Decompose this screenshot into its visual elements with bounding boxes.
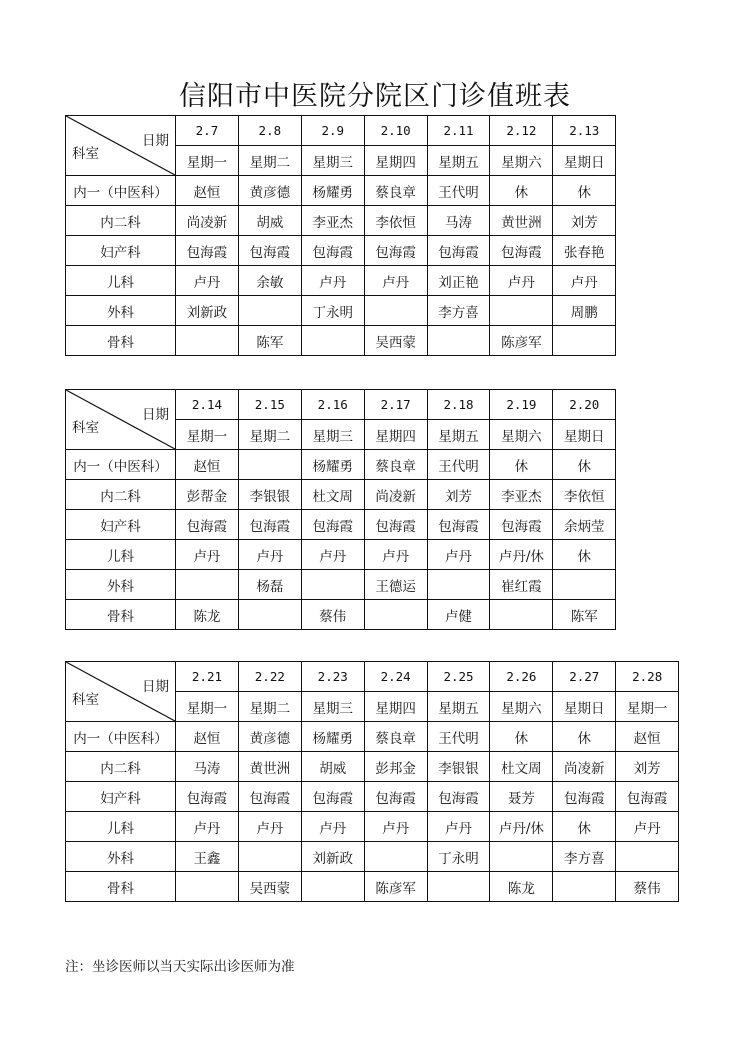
table-row: [66, 722, 679, 752]
doctor-cell: 王代明: [427, 176, 490, 206]
doctor-cell: 休: [553, 722, 616, 752]
doctor-cell: 刘新政: [301, 842, 364, 872]
table-row: [66, 236, 616, 266]
corner-header: [66, 662, 176, 722]
department-cell: 内一（中医科）: [66, 450, 176, 480]
date-cell: 2.18: [427, 390, 490, 420]
doctor-cell: 陈龙: [490, 872, 553, 902]
doctor-cell: 陈军: [553, 600, 616, 630]
doctor-cell: 卢丹: [238, 812, 301, 842]
department-cell: 骨科: [66, 872, 176, 902]
doctor-cell: 卢健: [427, 600, 490, 630]
doctor-cell: 丁永明: [301, 296, 364, 326]
doctor-cell: 杨耀勇: [301, 722, 364, 752]
doctor-cell: 杜文周: [301, 480, 364, 510]
doctor-cell: [301, 872, 364, 902]
doctor-cell: 余敏: [238, 266, 301, 296]
doctor-cell: 彭邦金: [364, 752, 427, 782]
doctor-cell: 聂芳: [490, 782, 553, 812]
doctor-cell: 休: [553, 540, 616, 570]
table-row: [66, 812, 679, 842]
department-cell: 内二科: [66, 752, 176, 782]
doctor-cell: 蔡伟: [301, 600, 364, 630]
date-cell: 2.20: [553, 390, 616, 420]
doctor-cell: 李方喜: [427, 296, 490, 326]
doctor-cell: 尚凌新: [364, 480, 427, 510]
doctor-cell: 包海霞: [427, 236, 490, 266]
table-row: [66, 206, 616, 236]
doctor-cell: [490, 296, 553, 326]
doctor-cell: [238, 296, 301, 326]
doctor-cell: [553, 326, 616, 356]
doctor-cell: 吴西蒙: [238, 872, 301, 902]
date-cell: 2.22: [238, 662, 301, 692]
doctor-cell: 包海霞: [427, 510, 490, 540]
doctor-cell: 赵恒: [176, 176, 239, 206]
doctor-cell: 崔红霞: [490, 570, 553, 600]
table-row: [66, 782, 679, 812]
doctor-cell: 李银银: [238, 480, 301, 510]
doctor-cell: 刘芳: [616, 752, 679, 782]
doctor-cell: 彭帮金: [176, 480, 239, 510]
date-row: [66, 116, 616, 146]
department-cell: 内一（中医科）: [66, 176, 176, 206]
department-cell: 妇产科: [66, 236, 176, 266]
doctor-cell: 卢丹: [301, 540, 364, 570]
weekday-cell: 星期二: [238, 420, 301, 450]
table-row: [66, 296, 616, 326]
department-cell: 内二科: [66, 480, 176, 510]
doctor-cell: 蔡良章: [364, 176, 427, 206]
date-header-label: 日期: [142, 133, 169, 149]
doctor-cell: 王鑫: [176, 842, 239, 872]
date-cell: 2.9: [301, 116, 364, 146]
weekday-cell: 星期一: [176, 146, 239, 176]
doctor-cell: 包海霞: [490, 236, 553, 266]
doctor-cell: 休: [553, 812, 616, 842]
doctor-cell: 黄世洲: [238, 752, 301, 782]
doctor-cell: 黄彦德: [238, 722, 301, 752]
doctor-cell: 马涛: [176, 752, 239, 782]
table-row: [66, 326, 616, 356]
table-row: [66, 600, 616, 630]
doctor-cell: [238, 450, 301, 480]
doctor-cell: 包海霞: [238, 510, 301, 540]
doctor-cell: 蔡良章: [364, 450, 427, 480]
date-cell: 2.17: [364, 390, 427, 420]
doctor-cell: 卢丹: [427, 540, 490, 570]
doctor-cell: 蔡伟: [616, 872, 679, 902]
department-cell: 骨科: [66, 600, 176, 630]
date-header-label: 日期: [142, 407, 169, 423]
doctor-cell: 李依恒: [553, 480, 616, 510]
weekday-cell: 星期三: [301, 692, 364, 722]
table-row: [66, 176, 616, 206]
doctor-cell: 卢丹: [176, 812, 239, 842]
date-cell: 2.27: [553, 662, 616, 692]
weekday-cell: 星期一: [616, 692, 679, 722]
doctor-cell: 休: [490, 176, 553, 206]
doctor-cell: 卢丹: [364, 540, 427, 570]
doctor-cell: 李亚杰: [490, 480, 553, 510]
weekday-cell: 星期日: [553, 146, 616, 176]
table-row: [66, 266, 616, 296]
doctor-cell: 包海霞: [301, 510, 364, 540]
doctor-cell: 张春艳: [553, 236, 616, 266]
doctor-cell: 李银银: [427, 752, 490, 782]
doctor-cell: [301, 570, 364, 600]
doctor-cell: 休: [553, 450, 616, 480]
table-row: [66, 570, 616, 600]
table-row: [66, 842, 679, 872]
weekday-cell: 星期三: [301, 146, 364, 176]
doctor-cell: 卢丹: [176, 540, 239, 570]
weekday-cell: 星期一: [176, 692, 239, 722]
doctor-cell: 包海霞: [301, 782, 364, 812]
doctor-cell: [364, 600, 427, 630]
doctor-cell: [176, 570, 239, 600]
table-row: [66, 510, 616, 540]
doctor-cell: [427, 570, 490, 600]
date-cell: 2.10: [364, 116, 427, 146]
doctor-cell: 包海霞: [238, 236, 301, 266]
department-cell: 外科: [66, 570, 176, 600]
footnote: 注：坐诊医师以当天实际出诊医师为准: [65, 959, 295, 975]
doctor-cell: 休: [490, 722, 553, 752]
doctor-cell: 黄世洲: [490, 206, 553, 236]
weekday-cell: 星期日: [553, 692, 616, 722]
weekday-cell: 星期四: [364, 146, 427, 176]
date-cell: 2.8: [238, 116, 301, 146]
weekday-cell: 星期五: [427, 420, 490, 450]
date-cell: 2.13: [553, 116, 616, 146]
doctor-cell: 马涛: [427, 206, 490, 236]
doctor-cell: 包海霞: [427, 782, 490, 812]
date-cell: 2.25: [427, 662, 490, 692]
doctor-cell: 卢丹: [176, 266, 239, 296]
doctor-cell: 陈龙: [176, 600, 239, 630]
doctor-cell: 丁永明: [427, 842, 490, 872]
department-cell: 儿科: [66, 540, 176, 570]
doctor-cell: 包海霞: [364, 782, 427, 812]
doctor-cell: 王代明: [427, 722, 490, 752]
date-header-label: 日期: [142, 679, 169, 695]
doctor-cell: [553, 570, 616, 600]
department-cell: 外科: [66, 842, 176, 872]
doctor-cell: 尚凌新: [176, 206, 239, 236]
doctor-cell: 卢丹: [364, 812, 427, 842]
doctor-cell: 刘芳: [427, 480, 490, 510]
doctor-cell: 包海霞: [364, 236, 427, 266]
date-cell: 2.28: [616, 662, 679, 692]
doctor-cell: 胡威: [301, 752, 364, 782]
date-cell: 2.19: [490, 390, 553, 420]
doctor-cell: 卢丹: [427, 812, 490, 842]
weekday-cell: 星期六: [490, 420, 553, 450]
doctor-cell: 陈彦军: [490, 326, 553, 356]
doctor-cell: 李依恒: [364, 206, 427, 236]
doctor-cell: 王德运: [364, 570, 427, 600]
doctor-cell: 周鹏: [553, 296, 616, 326]
weekday-cell: 星期二: [238, 146, 301, 176]
dept-header-label: 科室: [72, 420, 99, 436]
doctor-cell: 吴西蒙: [364, 326, 427, 356]
weekday-cell: 星期三: [301, 420, 364, 450]
doctor-cell: [364, 296, 427, 326]
doctor-cell: 刘芳: [553, 206, 616, 236]
doctor-cell: 卢丹: [490, 266, 553, 296]
roster-table-week-2: [65, 389, 616, 630]
department-cell: 内一（中医科）: [66, 722, 176, 752]
doctor-cell: [616, 842, 679, 872]
table-row: [66, 480, 616, 510]
doctor-cell: 尚凌新: [553, 752, 616, 782]
doctor-cell: [427, 872, 490, 902]
doctor-cell: 蔡良章: [364, 722, 427, 752]
department-cell: 骨科: [66, 326, 176, 356]
doctor-cell: 赵恒: [176, 450, 239, 480]
date-row: [66, 390, 616, 420]
weekday-cell: 星期一: [176, 420, 239, 450]
doctor-cell: 陈军: [238, 326, 301, 356]
doctor-cell: 李亚杰: [301, 206, 364, 236]
date-cell: 2.23: [301, 662, 364, 692]
department-cell: 妇产科: [66, 782, 176, 812]
doctor-cell: 陈彦军: [364, 872, 427, 902]
doctor-cell: [490, 600, 553, 630]
corner-header: [66, 390, 176, 450]
doctor-cell: 卢丹: [553, 266, 616, 296]
weekday-cell: 星期四: [364, 420, 427, 450]
dept-header-label: 科室: [72, 692, 99, 708]
weekday-cell: 星期六: [490, 146, 553, 176]
doctor-cell: 包海霞: [238, 782, 301, 812]
department-cell: 内二科: [66, 206, 176, 236]
doctor-cell: 休: [553, 176, 616, 206]
doctor-cell: 赵恒: [176, 722, 239, 752]
doctor-cell: 李方喜: [553, 842, 616, 872]
weekday-cell: 星期二: [238, 692, 301, 722]
date-cell: 2.26: [490, 662, 553, 692]
doctor-cell: [238, 600, 301, 630]
roster-table-week-1: [65, 115, 616, 356]
page-title: 信阳市中医院分院区门诊值班表: [179, 81, 571, 112]
doctor-cell: 包海霞: [176, 510, 239, 540]
dept-header-label: 科室: [72, 146, 99, 162]
doctor-cell: 刘正艳: [427, 266, 490, 296]
doctor-cell: 包海霞: [490, 510, 553, 540]
doctor-cell: 包海霞: [553, 782, 616, 812]
date-cell: 2.24: [364, 662, 427, 692]
weekday-cell: 星期六: [490, 692, 553, 722]
date-cell: 2.15: [238, 390, 301, 420]
department-cell: 妇产科: [66, 510, 176, 540]
doctor-cell: 包海霞: [364, 510, 427, 540]
doctor-cell: [301, 326, 364, 356]
doctor-cell: 杨耀勇: [301, 176, 364, 206]
doctor-cell: [238, 842, 301, 872]
doctor-cell: 卢丹: [616, 812, 679, 842]
table-row: [66, 752, 679, 782]
doctor-cell: 休: [490, 450, 553, 480]
table-row: [66, 872, 679, 902]
table-row: [66, 540, 616, 570]
doctor-cell: 包海霞: [176, 236, 239, 266]
corner-header: [66, 116, 176, 176]
weekday-cell: 星期五: [427, 692, 490, 722]
roster-table-week-3: [65, 661, 679, 902]
doctor-cell: 黄彦德: [238, 176, 301, 206]
doctor-cell: 包海霞: [301, 236, 364, 266]
department-cell: 儿科: [66, 812, 176, 842]
department-cell: 外科: [66, 296, 176, 326]
doctor-cell: 卢丹/休: [490, 812, 553, 842]
doctor-cell: 刘新政: [176, 296, 239, 326]
doctor-cell: 包海霞: [616, 782, 679, 812]
doctor-cell: 卢丹/休: [490, 540, 553, 570]
doctor-cell: 杨耀勇: [301, 450, 364, 480]
doctor-cell: 卢丹: [238, 540, 301, 570]
doctor-cell: [490, 842, 553, 872]
date-cell: 2.16: [301, 390, 364, 420]
doctor-cell: [176, 872, 239, 902]
doctor-cell: [427, 326, 490, 356]
date-cell: 2.11: [427, 116, 490, 146]
doctor-cell: 余炳莹: [553, 510, 616, 540]
doctor-cell: [553, 872, 616, 902]
date-cell: 2.14: [176, 390, 239, 420]
doctor-cell: 卢丹: [364, 266, 427, 296]
doctor-cell: 杜文周: [490, 752, 553, 782]
date-row: [66, 662, 679, 692]
doctor-cell: 王代明: [427, 450, 490, 480]
doctor-cell: [364, 842, 427, 872]
doctor-cell: 卢丹: [301, 812, 364, 842]
doctor-cell: 卢丹: [301, 266, 364, 296]
department-cell: 儿科: [66, 266, 176, 296]
weekday-cell: 星期日: [553, 420, 616, 450]
date-cell: 2.12: [490, 116, 553, 146]
doctor-cell: 包海霞: [176, 782, 239, 812]
weekday-cell: 星期五: [427, 146, 490, 176]
doctor-cell: 胡威: [238, 206, 301, 236]
doctor-cell: 杨磊: [238, 570, 301, 600]
date-cell: 2.21: [176, 662, 239, 692]
table-row: [66, 450, 616, 480]
doctor-cell: 赵恒: [616, 722, 679, 752]
date-cell: 2.7: [176, 116, 239, 146]
doctor-cell: [176, 326, 239, 356]
weekday-cell: 星期四: [364, 692, 427, 722]
